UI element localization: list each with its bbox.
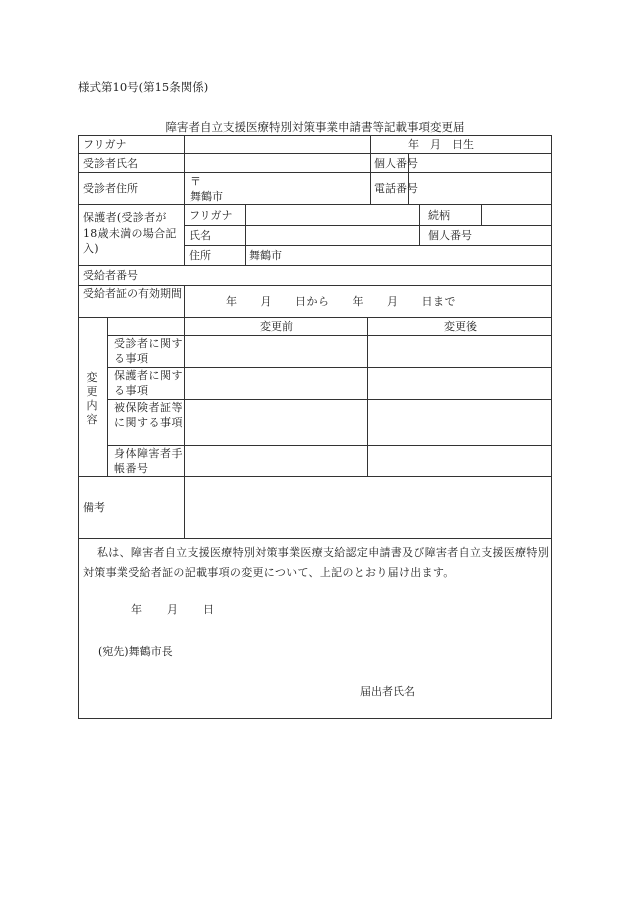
birth-date-field[interactable] (371, 136, 551, 153)
validity-period: 年 月 日から 年 月 日まで (226, 295, 456, 308)
form-title: 障害者自立支援医療特別対策事業申請書等記載事項変更届 (165, 120, 465, 134)
recipient-number-label: 受給者番号 (83, 269, 138, 282)
guardian-address-label: 住所 (189, 249, 211, 262)
guardian-city: 舞鶴市 (249, 249, 282, 262)
signature-label: 届出者氏名 (360, 685, 415, 698)
guardian-after-field[interactable] (368, 368, 551, 399)
phone-field[interactable] (409, 173, 551, 204)
guardian-furigana-label: フリガナ (189, 209, 233, 222)
guardian-address-field[interactable] (246, 246, 551, 265)
change-row-insurance-label: 被保険者証等に関する事項 (114, 401, 183, 429)
after-change-header: 変更後 (444, 320, 477, 333)
guardian-before-field[interactable] (185, 368, 367, 399)
form-number: 様式第10号(第15条関係) (78, 80, 209, 94)
change-row-handbook-label: 身体障害者手帳番号 (114, 447, 183, 475)
guardian-furigana-field[interactable] (246, 206, 419, 225)
insurance-before-field[interactable] (185, 400, 367, 445)
before-change-header: 変更前 (260, 320, 293, 333)
relation-field[interactable] (482, 206, 551, 225)
patient-address-label: 受診者住所 (83, 182, 138, 195)
postal-mark: 〒 (190, 175, 201, 188)
personal-number-label: 個人番号 (374, 157, 418, 170)
declaration-date: 年 月 日 (131, 603, 215, 616)
phone-label: 電話番号 (374, 182, 418, 195)
change-notification-form (78, 135, 552, 719)
guardian-personal-number-label: 個人番号 (428, 229, 472, 242)
declaration-text: 私は、障害者自立支援医療特別対策事業医療支給認定申請書及び障害者自立支援医療特別対策事業受給者証の記載事項の変更について、上記のとおり届け出ます。 (83, 546, 549, 579)
guardian-name-label: 氏名 (189, 229, 211, 242)
handbook-before-field[interactable] (185, 446, 367, 476)
relation-label: 続柄 (428, 209, 450, 222)
change-row-patient-label: 受診者に関する事項 (114, 337, 183, 365)
patient-name-field[interactable] (185, 154, 370, 172)
furigana-label: フリガナ (83, 138, 127, 151)
signature-field[interactable] (423, 681, 543, 701)
patient-address-field[interactable] (185, 173, 370, 204)
handbook-after-field[interactable] (368, 446, 551, 476)
personal-number-field[interactable] (409, 154, 551, 172)
recipient-number-field[interactable] (79, 266, 551, 285)
remarks-label: 備考 (83, 501, 105, 514)
patient-name-label: 受診者氏名 (83, 157, 138, 170)
validity-label: 受給者証の有効期間 (83, 287, 182, 300)
guardian-label: 保護者(受診者が18歳未満の場合記入) (83, 211, 177, 255)
birth-date-label: 年 月 日生 (408, 138, 474, 151)
validity-field[interactable] (185, 286, 551, 317)
guardian-name-field[interactable] (246, 226, 419, 245)
patient-city: 舞鶴市 (190, 190, 223, 203)
addressee: (宛先)舞鶴市長 (98, 645, 173, 658)
change-row-guardian-label: 保護者に関する事項 (114, 369, 183, 397)
patient-before-field[interactable] (185, 336, 367, 367)
patient-after-field[interactable] (368, 336, 551, 367)
furigana-field[interactable] (185, 136, 370, 153)
insurance-after-field[interactable] (368, 400, 551, 445)
remarks-field[interactable] (185, 477, 551, 538)
change-section-label: 変更内容 (86, 371, 98, 426)
